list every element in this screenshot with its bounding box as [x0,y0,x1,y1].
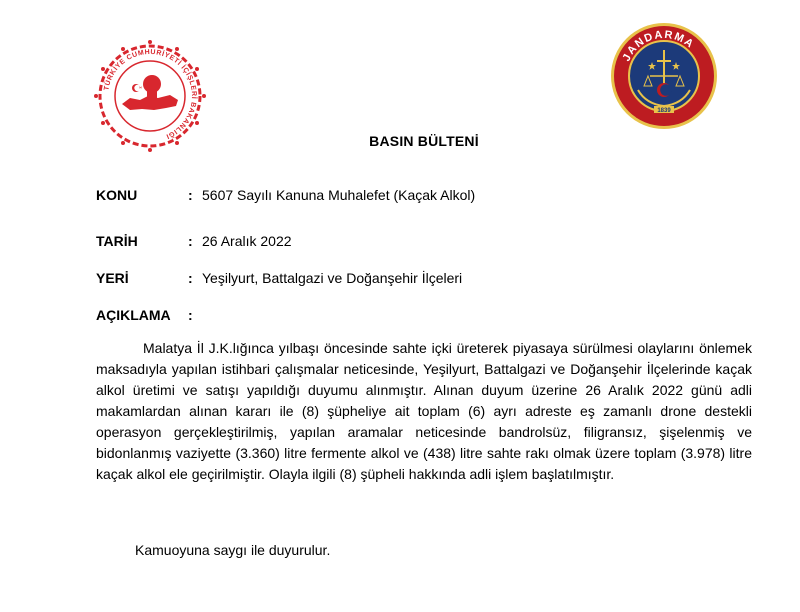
field-konu [96,186,475,204]
field-tarih [96,232,292,250]
field-colon: : [188,233,193,249]
svg-text:TÜRKİYE CUMHURİYETİ İÇİŞLERİ B: TÜRKİYE CUMHURİYETİ İÇİŞLERİ BAKANLIĞI [103,48,198,140]
field-yeri [96,269,462,287]
field-value: 26 Aralık 2022 [202,233,292,249]
field-aciklama [96,306,202,324]
field-label: YERİ [96,270,129,286]
field-value: Yeşilyurt, Battalgazi ve Doğanşehir İlçeleri [202,270,463,286]
field-value: 5607 Sayılı Kanuna Muhalefet (Kaçak Alkol) [202,187,476,203]
body-paragraph: Malatya İl J.K.lığınca yılbaşı öncesinde sahte içki üreterek piyasaya sürülmesi olaylarını önlemek maksadıyla yapılan istihbari çalışmalar neticesinde, Yeşilyurt, Battalgazi ve Doğanşehir İlçelerinde kaçak alkol üretimi ve satışı yapıldığı duyumu alınmıştır. Alınan duyum üzerine 26 Aralık 2022 günü adli makamlardan alınan kararı ile (8) şüpheliye ait toplam (6) ayrı adreste eş zamanlı drone destekli operasyon gerçekleştirilmiş, yapılan aramalar neticesinde bandrolsüz, filigransız, şişelenmiş ve bidonlanmış vaziyette (3.360) litre fermente alkol ve (438) litre sahte rakı olmak üzere toplam (3.978) litre kaçak alkol ele geçirilmiştir. Olayla ilgili (8) şüpheli hakkında adli işlem başlatılmıştır. [96,340,752,482]
svg-text:JANDARMA: JANDARMA [620,28,697,64]
field-label: AÇIKLAMA [96,307,171,323]
field-label: TARİH [96,233,138,249]
field-label: KONU [96,187,138,203]
jandarma-emblem-logo [608,20,720,132]
page-title: BASIN BÜLTENİ [369,133,479,149]
closing-line: Kamuoyuna saygı ile duyurulur. [135,542,331,558]
jandarma-year: 1839 [657,108,671,114]
field-colon: : [188,270,193,286]
field-colon: : [188,187,193,203]
field-colon: : [188,307,193,323]
